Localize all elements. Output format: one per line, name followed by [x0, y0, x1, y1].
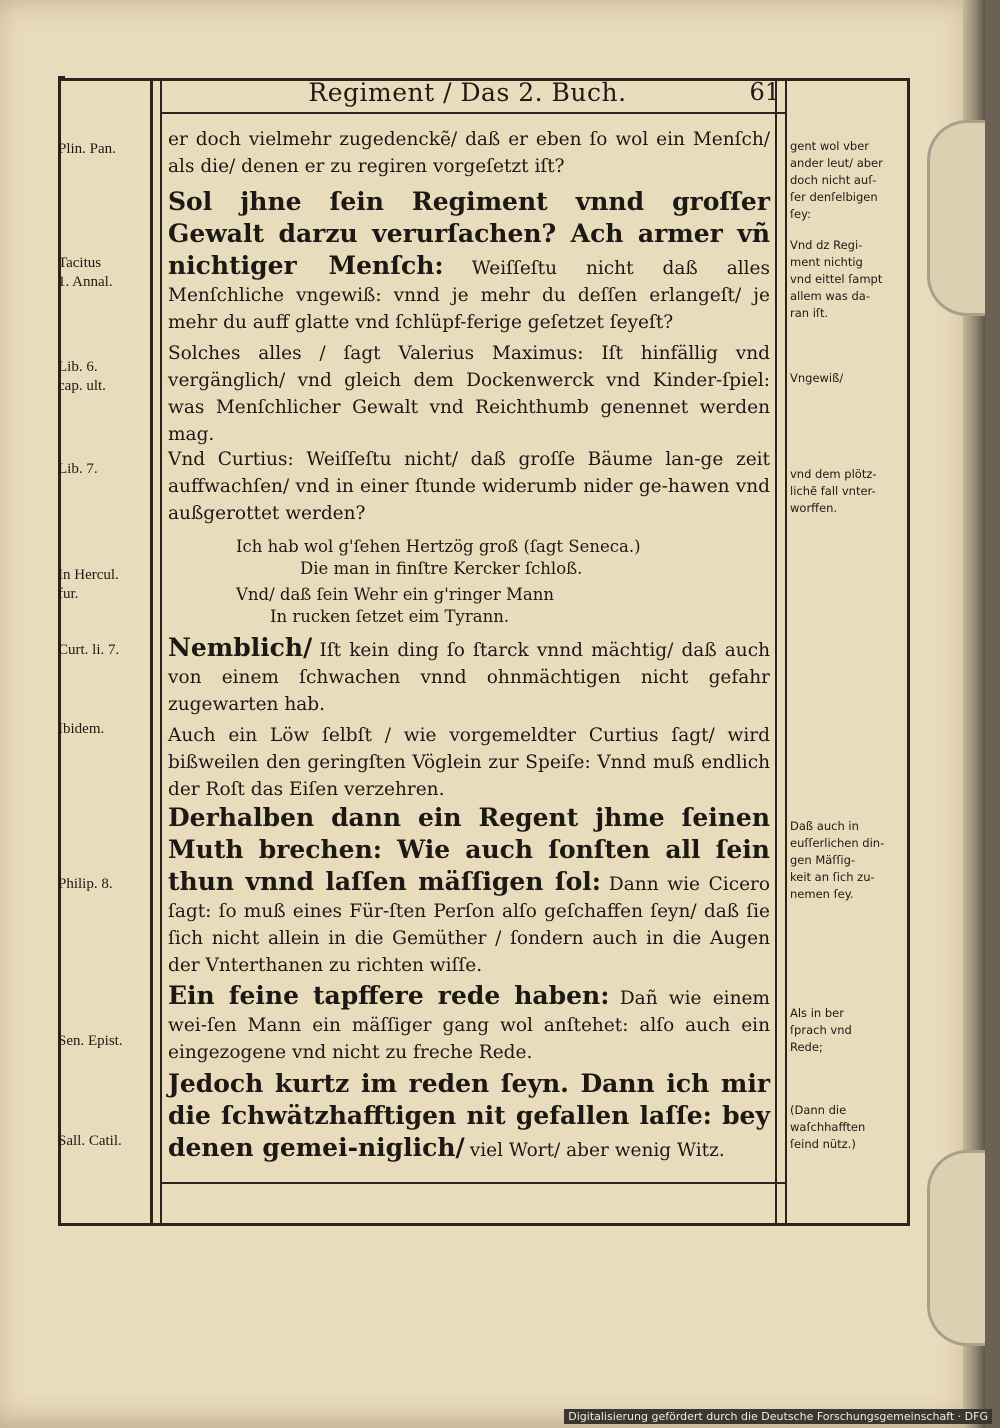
left-ref-lib6: Lib. 6.	[58, 359, 98, 375]
page-title: Regiment / Das 2. Buch.	[308, 78, 627, 107]
left-ref-plin: Plin. Pan.	[58, 141, 116, 157]
paragraph-4: Vnd Curtius: Weiſſeſtu nicht/ daß groſſe Bäume lan-ge zeit auffwachſen/ vnd in einer ſtunde widerumb nider ge-hawen vnd außgerottet werden?	[168, 449, 770, 524]
paragraph-5-heading: Nemblich/	[168, 633, 313, 662]
frame-inner-right-line	[775, 78, 777, 1224]
page-number: 61	[749, 78, 780, 106]
left-ref-tacitus: Tacitus	[58, 255, 102, 271]
frame-inner-right-line2	[785, 78, 787, 1224]
right-note-5: Daß auch in euſſerlichen din- gen Mäſſig- keit an ſich zu- nemen ſey.	[790, 819, 885, 901]
page-tab-bottom	[927, 1150, 985, 1346]
paragraph-5-text: Iſt kein ding ſo ſtarck vnnd mächtig/ daß auch von einem ſchwachen vnnd ohnmächtigen nicht gefahr zugewarten hab.	[168, 640, 770, 715]
frame-inner-left-line2	[160, 78, 162, 1224]
right-note-4: vnd dem plötz- lichẽ fall vnter- worffen.	[790, 467, 877, 515]
left-ref-curt: Curt. li. 7.	[58, 642, 120, 658]
left-ref-philip: Philip. 8.	[58, 876, 113, 892]
left-ref-capult: cap. ult.	[58, 378, 106, 394]
paragraph-9-heading: Jedoch kurtz im reden ſeyn. Dann ich mir die ſchwätzhafftigen nit gefallen laſſe: bey denen gemei-niglich/	[168, 1069, 770, 1162]
verse-line-2: Die man in finſtre Kercker ſchloß.	[300, 559, 583, 578]
left-ref-ibidem: Ibidem.	[58, 721, 105, 737]
right-note-7: (Dann die waſchhafften ſeind nütz.)	[790, 1103, 866, 1151]
verse-line-3: Vnd/ daß ſein Wehr ein g'ringer Mann	[236, 585, 554, 604]
frame-bottom-line	[58, 1223, 910, 1226]
verse-line-4: In rucken ſetzet eim Tyrann.	[270, 607, 510, 626]
running-header	[165, 78, 780, 112]
left-ref-seneca: Sen. Epist.	[58, 1033, 123, 1049]
paragraph-1: er doch vielmehr zugedenckẽ/ daß er eben ſo wol ein Menſch/ als die/ denen er zu regiren vorgeſetzt iſt?	[168, 129, 770, 177]
paragraph-9	[168, 1068, 770, 1164]
right-note-1: gent wol vber ander leut/ aber doch nicht auſ- ſer denſelbigen ſey:	[790, 139, 883, 221]
paragraph-3: Solches alles / ſagt Valerius Maximus: Iſt hinfällig vnd vergänglich/ vnd gleich dem Dockenwerck vnd Kinder-ſpiel: was Menſchlicher Gewalt vnd Reichthumb genennet werden mag.	[168, 343, 770, 445]
left-ref-sall: Sall. Catil.	[58, 1133, 122, 1149]
left-ref-annal: 1. Annal.	[58, 274, 113, 290]
header-rule	[160, 112, 785, 114]
paragraph-6: Auch ein Löw ſelbſt / wie vorgemeldter Curtius ſagt/ wird bißweilen den geringſten Vöglein zur Speiſe: Vnnd muß endlich der Roſt das Eiſen verzehren.	[168, 725, 770, 800]
paragraph-2	[168, 186, 770, 336]
left-ref-hercul: In Hercul.	[58, 567, 119, 583]
digitization-footer: Digitalisierung gefördert durch die Deutsche Forschungsgemeinschaft · DFG	[564, 1409, 992, 1424]
left-ref-lib7: Lib. 7.	[58, 461, 98, 477]
right-note-2: Vnd dz Regi- ment nichtig vnd eittel ſampt allem was da- ran iſt.	[790, 238, 883, 320]
verse-line-1: Ich hab wol g'ſehen Hertzög groß (ſagt Seneca.)	[236, 537, 641, 556]
paragraph-2-text: Weiſſeſtu nicht daß alles Menſchliche vngewiß: vnnd je mehr du deſſen erlangeſt/ je mehr du auff glatte vnd ſchlüpf-ferige geſetzet ſeyeſt?	[168, 258, 770, 333]
paragraph-2-heading: Sol jhne ſein Regiment vnnd groſſer Gewalt darzu verurſachen? Ach armer vñ nichtiger Menſch:	[168, 187, 770, 280]
paragraph-9-text: viel Wort/ aber wenig Witz.	[469, 1140, 725, 1161]
right-note-3: Vngewiß/	[790, 371, 844, 385]
page-tab-top	[927, 120, 985, 316]
paragraph-7	[168, 802, 770, 979]
left-ref-fur: fur.	[58, 586, 79, 602]
bottom-rule	[160, 1182, 785, 1184]
paragraph-8-text: Dañ wie einem wei-ſen Mann ein mäſſiger gang wol anſtehet: alſo auch ein eingezogene vnd nicht zu freche Rede.	[168, 988, 770, 1063]
paragraph-8-heading: Ein feine tapffere rede haben:	[168, 981, 610, 1010]
paragraph-7-text: Dann wie Cicero ſagt: ſo muß eines Für-ſten Perſon alſo geſchaffen ſeyn/ daß ſie ſich nicht allein in die Gemüther / ſondern auch in die Augen der Vnterthanen zu richten wiſſe.	[168, 874, 770, 976]
paragraph-7-heading: Derhalben dann ein Regent jhme ſeinen Muth brechen: Wie auch ſonſten all ſein thun vnnd laſſen mäſſigen ſol:	[168, 803, 770, 896]
paragraph-5	[168, 632, 770, 718]
right-note-6: Als in ber ſprach vnd Rede;	[790, 1006, 852, 1054]
paragraph-8	[168, 980, 770, 1066]
